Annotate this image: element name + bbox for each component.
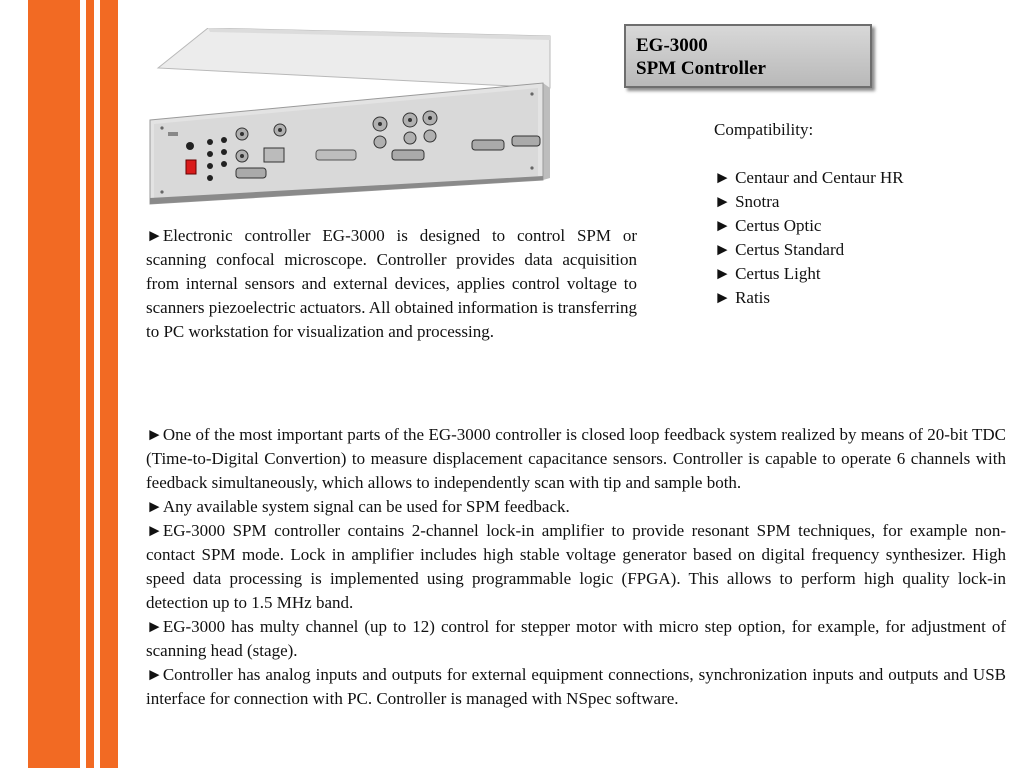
product-name: EG-3000 [636,35,708,56]
intro-paragraph: ►Electronic controller EG-3000 is designed to control SPM or scanning confocal microscope. Controller provides data acquisition from internal sensors and external devices, applies control voltage to scanners piezoelectric actuators. All obtained information is transferring to PC workstation for visualization and processing. [146,226,637,341]
feature-paragraph: ►Controller has analog inputs and outputs for external equipment connections, synchronization inputs and outputs and USB interface for connection with PC. Controller is managed with NSpec software. [146,665,1006,708]
feature-paragraph: ►EG-3000 has multy channel (up to 12) control for stepper motor with micro step option, for example, for adjustment of scanning head (stage). [146,617,1006,660]
compatibility-item: ► Certus Light [714,264,821,283]
compatibility-item: ► Certus Optic [714,216,822,235]
compatibility-item: ► Certus Standard [714,240,845,259]
product-subtitle: SPM Controller [636,58,766,79]
decorative-stripe [100,0,118,768]
compatibility-list [714,166,1004,310]
title-box [624,24,872,88]
compatibility-item: ► Centaur and Centaur HR [714,168,904,187]
controller-device-photo [148,28,560,206]
decorative-stripe [86,0,94,768]
feature-paragraph: ►EG-3000 SPM controller contains 2-channel lock-in amplifier to provide resonant SPM techniques, for example non-contact SPM mode. Lock in amplifier includes high stable voltage generator based on digital frequency synthesizer. High speed data processing is implemented using programmable logic (FPGA). This allows to perform high quality lock-in detection up to 1.5 MHz band. [146,521,1006,612]
compatibility-heading: Compatibility: [714,120,814,139]
compatibility-section [714,118,1004,310]
feature-paragraph: ►Any available system signal can be used for SPM feedback. [146,497,570,516]
compatibility-item: ► Snotra [714,192,780,211]
feature-paragraph: ►One of the most important parts of the EG-3000 controller is closed loop feedback system realized by means of 20-bit TDC (Time-to-Digital Convertion) to measure displacement capacitance sensors. Controller is capable to operate 6 channels with feedback simultaneously, which allows to independently scan with tip and sample both. [146,425,1006,492]
decorative-stripe [28,0,80,768]
feature-description [146,423,1006,711]
compatibility-item: ► Ratis [714,288,771,307]
